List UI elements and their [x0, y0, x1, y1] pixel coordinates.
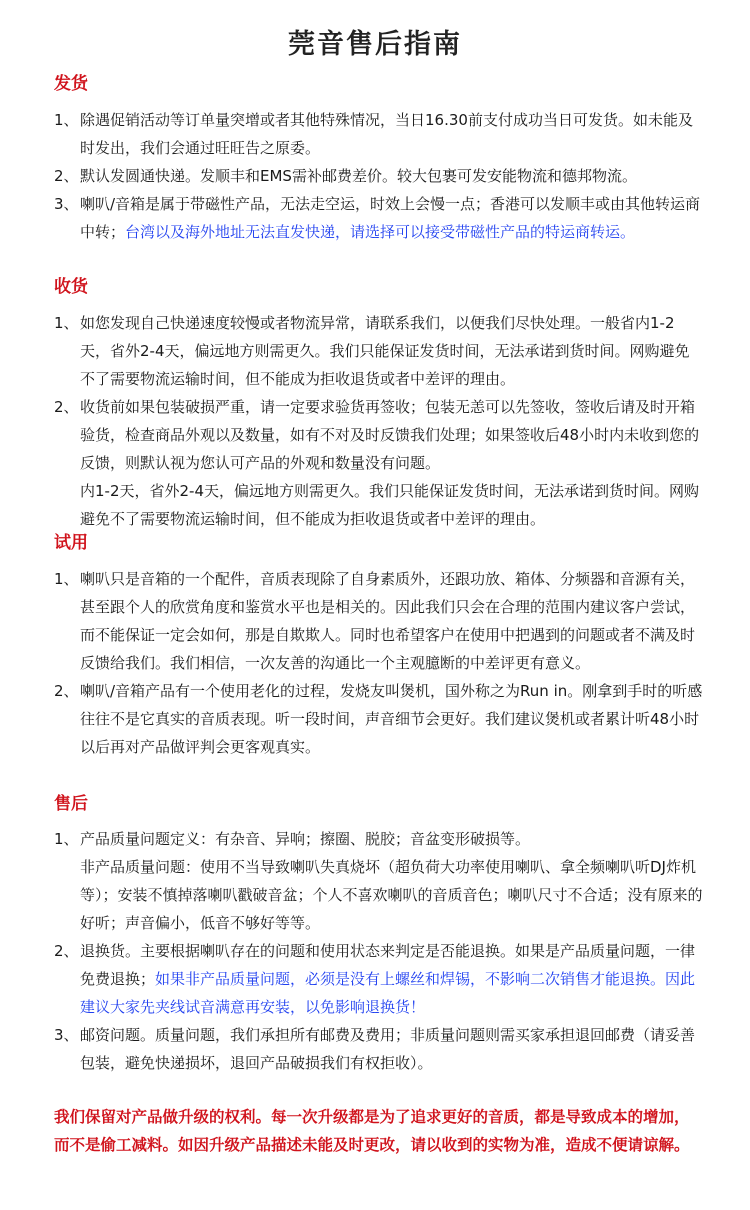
list-item	[54, 393, 704, 477]
receiving-list	[54, 309, 704, 533]
list-item	[54, 825, 704, 853]
item-text: 喇叭/音箱是属于带磁性产品，无法走空运，时效上会慢一点；香港可以发顺丰或由其他转运商中转；	[80, 195, 701, 241]
section-heading-trial: 试用	[54, 533, 88, 553]
list-item	[54, 677, 704, 761]
item-text: 默认发圆通快递。发顺丰和EMS需补邮费差价。较大包裹可发安能物流和德邦物流。	[80, 167, 637, 185]
item-text: 喇叭只是音箱的一个配件，音质表现除了自身素质外，还跟功放、箱体、分频器和音源有关，甚至跟个人的欣赏角度和鉴赏水平也是相关的。因此我们只会在合理的范围内建议客户尝试，而不能保证一定会如何，那是自欺欺人。同时也希望客户在使用中把遇到的问题或者不满及时反馈给我们。我们相信，一次友善的沟通比一个主观臆断的中差评更有意义。	[80, 570, 696, 672]
shipping-list	[54, 106, 704, 246]
item-number: 1、	[54, 830, 79, 848]
item-number: 3、	[54, 195, 79, 213]
list-item	[54, 937, 704, 1021]
list-item	[54, 162, 704, 190]
list-item	[54, 190, 704, 246]
item-number: 2、	[54, 167, 79, 185]
item-number: 2、	[54, 398, 79, 416]
footer-note: 我们保留对产品做升级的权利。每一次升级都是为了追求更好的音质，都是导致成本的增加，而不是偷工减料。如因升级产品描述未能及时更改，请以收到的实物为准，造成不便请谅解。	[54, 1108, 690, 1154]
item-text: 如您发现自己快递速度较慢或者物流异常，请联系我们，以便我们尽快处理。一般省内1-2天，省外2-4天，偏远地方则需更久。我们只能保证发货时间，无法承诺到货时间。网购避免不了需要物流运输时间，但不能成为拒收退货或者中差评的理由。	[80, 314, 690, 388]
section-heading-shipping: 发货	[54, 74, 88, 94]
item-text: 退换货。主要根据喇叭存在的问题和使用状态来判定是否能退换。如果是产品质量问题，一律免费退换；	[80, 942, 696, 988]
section-heading-receiving: 收货	[54, 277, 88, 297]
item-text: 产品质量问题定义：有杂音、异响；擦圈、脱胶；音盆变形破损等。	[80, 830, 531, 848]
highlight-text: 如果非产品质量问题，必须是没有上螺丝和焊锡，不影响二次销售才能退换。因此建议大家先夹线试音满意再安装，以免影响退换货！	[80, 970, 696, 1016]
item-number: 1、	[54, 314, 79, 332]
item-number: 1、	[54, 111, 79, 129]
item-number: 2、	[54, 682, 79, 700]
item-text: 除遇促销活动等订单量突增或者其他特殊情况，当日16.30前支付成功当日可发货。如未能及时发出，我们会通过旺旺告之原委。	[80, 111, 693, 157]
section-heading-after-sales: 售后	[54, 794, 88, 814]
item-number: 1、	[54, 570, 79, 588]
item-text: 收货前如果包装破损严重，请一定要求验货再签收；包装无恙可以先签收，签收后请及时开箱验货，检查商品外观以及数量，如有不对及时反馈我们处理；如果签收后48小时内未收到您的反馈，则默认视为您认可产品的外观和数量没有问题。	[80, 398, 700, 472]
list-item	[54, 565, 704, 677]
page-title: 莞音售后指南	[288, 29, 462, 60]
list-item-continuation: 非产品质量问题：使用不当导致喇叭失真烧坏（超负荷大功率使用喇叭、拿全频喇叭听DJ炸机等）；安装不慎掉落喇叭戳破音盆；个人不喜欢喇叭的音质音色；喇叭尺寸不合适；没有原来的好听；声音偏小，低音不够好等等。	[80, 858, 703, 932]
item-text: 邮资问题。质量问题，我们承担所有邮费及费用；非质量问题则需买家承担退回邮费（请妥善包装，避免快递损坏，退回产品破损我们有权拒收）。	[80, 1026, 696, 1072]
list-item	[54, 309, 704, 393]
item-number: 2、	[54, 942, 79, 960]
list-item	[54, 106, 704, 162]
highlight-text: 台湾以及海外地址无法直发快递，请选择可以接受带磁性产品的特运商转运。	[125, 223, 636, 241]
list-item	[54, 1021, 704, 1077]
item-text: 喇叭/音箱产品有一个使用老化的过程，发烧友叫煲机，国外称之为Run in。刚拿到手时的听感往往不是它真实的音质表现。听一段时间，声音细节会更好。我们建议煲机或者累计听48小时以后再对产品做评判会更客观真实。	[80, 682, 703, 756]
trial-list	[54, 565, 704, 761]
list-item-continuation: 内1-2天，省外2-4天，偏远地方则需更久。我们只能保证发货时间，无法承诺到货时间。网购避免不了需要物流运输时间，但不能成为拒收退货或者中差评的理由。	[80, 482, 700, 528]
after-sales-list	[54, 825, 704, 1077]
item-number: 3、	[54, 1026, 79, 1044]
